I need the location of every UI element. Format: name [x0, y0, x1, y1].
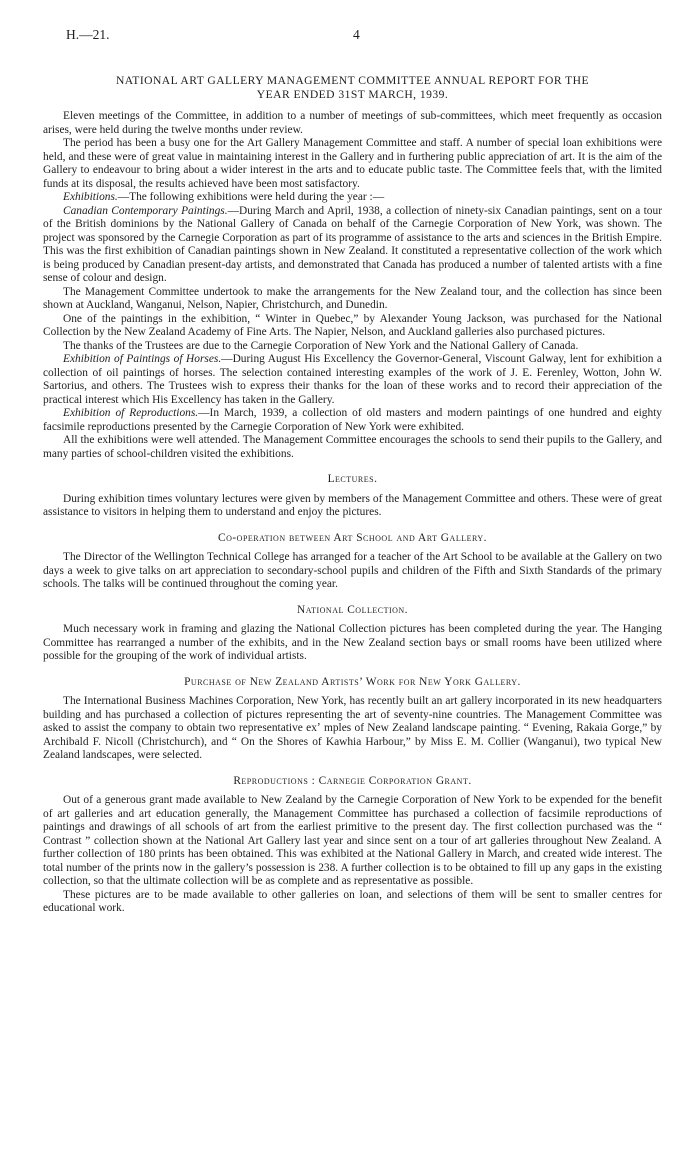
horses-exhibition-text: —During August His Excellency the Governor-General, Viscount Galway, lent for exhibition a collection of oil paintings of horses. The selection contained interesting examples of the work of J. E. Ferenley, Wotton, John W. Sartorius, and others. The Trustees wish to express their thanks for the loan of these works and to record their appreciation of the practical interest which His Excellency has taken in the Gallery. [43, 353, 662, 406]
report-title [43, 74, 662, 102]
reproductions-grant-heading: Reproductions : Carnegie Corporation Grant. [233, 774, 472, 787]
page-number: 4 [353, 27, 360, 42]
intro-paragraph-meetings: Eleven meetings of the Committee, in addition to a number of meetings of sub-committees, which meet frequently as occasion arises, were held during the twelve months under review. [43, 110, 662, 136]
attendance-paragraph: All the exhibitions were well attended. The Management Committee encourages the schools to send their pupils to the Gallery, and many parties of school-children visited the exhibitions. [43, 434, 662, 460]
reproductions-exhibition-label: Exhibition of Reproductions. [63, 407, 199, 419]
page-reference: H.—21. [66, 27, 110, 42]
reproductions-exhibition-paragraph [43, 407, 662, 434]
thanks-paragraph: The thanks of the Trustees are due to the Carnegie Corporation of New York and the National Gallery of Canada. [63, 339, 579, 352]
exhibitions-label: Exhibitions. [63, 191, 118, 203]
lectures-heading: Lectures. [327, 473, 378, 485]
canadian-paintings-label: Canadian Contemporary Paintings. [63, 204, 228, 217]
cooperation-paragraph: The Director of the Wellington Technical College has arranged for a teacher of the Art School to be available at the Gallery on two days a week to give talks on art appreciation to secondary-school pupils and children of the Fifth and Sixth Standards of the primary schools. The talks will be continued throughout the coming year. [43, 551, 662, 590]
horses-exhibition-label: Exhibition of Paintings of Horses. [63, 353, 222, 365]
report-title-line2: YEAR ENDED 31ST MARCH, 1939. [256, 88, 449, 101]
page-header [43, 28, 662, 46]
reproductions-grant-paragraph: Out of a generous grant made available to New Zealand by the Carnegie Corporation of New York to be expended for the benefit of art galleries and art education generally, the Management Committee has purchased a collection of facsimile reproductions of paintings and drawings of all schools of art from the earliest primitive to the present day. The first collection purchased was the “ Contrast ” collection shown at the National Art Gallery last year and since sent on a tour of art galleries throughout New Zealand. A further collection of 180 prints has been obtained. This was exhibited at the National Gallery in March, and created wide interest. The total number of the prints now in the gallery’s possession is 238. A further collection is to be obtained to fill up any gaps in the existing collection, so that the ultimate collection will be as complete and as representative as possible. [43, 794, 662, 887]
purchase-heading: Purchase of New Zealand Artists’ Work for New York Gallery. [184, 675, 521, 688]
report-title-line1: NATIONAL ART GALLERY MANAGEMENT COMMITTEE ANNUAL REPORT FOR THE [115, 74, 590, 87]
canadian-paintings-paragraph [43, 205, 662, 286]
reproductions-loan-paragraph: These pictures are to be made available to other galleries on loan, and selections of them will be sent to smaller centres for educational work. [43, 888, 662, 914]
exhibitions-text: —The following exhibitions were held during the year :— [117, 191, 385, 203]
purchase-paragraph: The International Business Machines Corporation, New York, has recently built an art gallery incorporated in its new headquarters building and has purchased a collection of pictures representing the art of seventy-nine countries. The Management Committee was asked to assist the company to obtain two representative exʼ mples of New Zealand landscape painting. “ Evening, Rakaia Gorge,” by Archibald F. Nicoll (Christchurch), and “ On the Shores of Kawhia Harbour,” by Miss E. M. Collier (Wanganui), two typical New Zealand landscapes, were selected. [43, 695, 662, 761]
cooperation-heading: Co-operation between Art School and Art Gallery. [218, 531, 487, 544]
national-collection-paragraph: Much necessary work in framing and glazing the National Collection pictures has been completed during the year. The Hanging Committee has rearranged a number of the exhibits, and in the New Zealand section bays or small rooms have been utilized where possible for the grouping of the work of individual artists. [43, 623, 662, 662]
winter-quebec-paragraph: One of the paintings in the exhibition, “ Winter in Quebec,” by Alexander Young Jackson, was purchased for the National Collection by the New Zealand Academy of Fine Arts. The Napier, Nelson, and Auckland galleries also purchased pictures. [43, 312, 662, 338]
horses-exhibition-paragraph [43, 353, 662, 407]
intro-paragraph-period: The period has been a busy one for the Art Gallery Management Committee and staff. A number of special loan exhibitions were held, and these were of great value in maintaining interest in the Gallery and in furthering public appreciation of art. It is the aim of the Gallery to endeavour to bring about a wider interest in the arts and to educate public taste. The Committee feels that, with the limited funds at its disposal, the results achieved have been most satisfactory. [43, 137, 662, 190]
reproductions-exhibition-text: —In March, 1939, a collection of old masters and modern paintings of one hundred and eighty facsimile reproductions presented by the Carnegie Corporation of New York were exhibited. [43, 407, 662, 433]
lectures-paragraph: During exhibition times voluntary lectures were given by members of the Management Committee and others. These were of great assistance to visitors in helping them to understand and enjoy the pictures. [43, 492, 662, 518]
canadian-paintings-text: —During March and April, 1938, a collection of ninety-six Canadian paintings, sent on a tour of the British dominions by the National Gallery of Canada on behalf of the Carnegie Corporation of New York, was shown. The project was sponsored by the Carnegie Corporation as part of its programme of assistance to the arts and sciences in the British Empire. This was the first exhibition of Canadian paintings shown in New Zealand. It constituted a representative collection of the work which is being produced by Canadian present-day artists, and demonstrated that Canada has produced a number of talented artists with a fine sense of colour and design. [43, 204, 662, 284]
management-tour-paragraph: The Management Committee undertook to make the arrangements for the New Zealand tour, and the collection has since been shown at Auckland, Wanganui, Nelson, Napier, Christchurch, and Dunedin. [43, 285, 662, 311]
exhibitions-intro [43, 191, 662, 205]
national-collection-heading: National Collection. [296, 603, 409, 616]
